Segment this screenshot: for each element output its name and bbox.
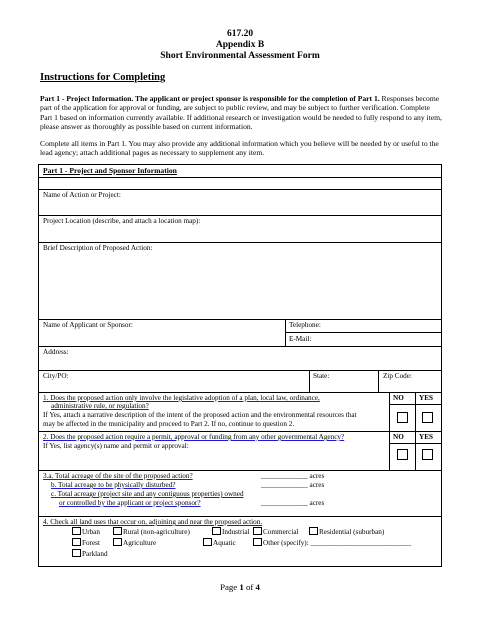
divider xyxy=(285,332,441,333)
question-3c-text: c. Total acreage (project site and any contiguous properties) owned xyxy=(51,490,244,498)
question-2-text: 2. Does the proposed action require a permit, approval or funding from any other governmental Agency? xyxy=(43,433,345,441)
divider xyxy=(39,370,441,371)
name-of-action-label: Name of Action or Project: xyxy=(43,191,121,199)
checkbox-icon[interactable] xyxy=(309,527,318,535)
q2-yes-header: YES xyxy=(419,433,433,441)
form-number: 617.20 xyxy=(226,29,254,39)
part1-text: Responses become part of the application for approval or funding, are subject to public review, and may be subject to further verification. Complete Part 1 based on information currently available. If additional research or investigation would be needed to fully respond to any item, please answer as thoroughly as possible based on current information. xyxy=(40,94,442,132)
brief-description-label: Brief Description of Proposed Action: xyxy=(43,244,153,252)
applicant-name-label: Name of Applicant or Sponsor: xyxy=(43,321,133,329)
divider xyxy=(39,346,441,347)
divider xyxy=(39,431,441,432)
land-use-rural[interactable] xyxy=(113,527,190,536)
land-use-residential[interactable] xyxy=(309,527,384,536)
divider xyxy=(39,392,441,393)
q1-yes-checkbox[interactable] xyxy=(422,412,433,423)
address-label: Address: xyxy=(43,348,69,356)
land-use-aquatic[interactable] xyxy=(203,538,236,547)
page-indicator xyxy=(0,582,480,592)
checkbox-icon[interactable] xyxy=(72,527,81,535)
q1-no-checkbox[interactable] xyxy=(397,412,408,423)
land-use-forest[interactable] xyxy=(72,538,100,547)
question-1-text: 1. Does the proposed action only involve the legislative adoption of a plan, local law, ordinance, xyxy=(43,394,320,402)
page-number: 1 xyxy=(239,582,244,592)
land-use-other[interactable] xyxy=(253,538,411,547)
checkbox-icon[interactable] xyxy=(113,527,122,535)
land-use-label: Agriculture xyxy=(123,539,157,547)
acres-a-field[interactable]: _____________ acres xyxy=(261,472,325,480)
checkbox-icon[interactable] xyxy=(113,538,122,546)
land-use-label: Industrial xyxy=(222,528,250,536)
divider xyxy=(378,370,379,392)
divider xyxy=(285,319,286,346)
land-use-industrial[interactable] xyxy=(212,527,250,536)
instructions-title: Instructions for Completing xyxy=(40,72,166,83)
appendix-label: Appendix B xyxy=(215,40,265,50)
q2-yes-checkbox[interactable] xyxy=(422,449,433,460)
divider xyxy=(39,319,441,320)
email-label: E-Mail: xyxy=(289,335,312,343)
city-label: City/PO: xyxy=(43,372,69,380)
divider xyxy=(39,516,441,517)
q2-no-header: NO xyxy=(393,433,404,441)
divider xyxy=(39,215,441,216)
page-total: 4 xyxy=(255,582,260,592)
q2-no-checkbox[interactable] xyxy=(397,449,408,460)
state-label: State: xyxy=(313,372,330,380)
checkbox-icon[interactable] xyxy=(253,538,262,546)
page-prefix: Page xyxy=(220,582,240,592)
divider xyxy=(389,392,390,470)
divider xyxy=(39,189,441,190)
page-of: of xyxy=(243,582,256,592)
divider xyxy=(39,470,441,471)
checkbox-icon[interactable] xyxy=(72,549,81,557)
checkbox-icon[interactable] xyxy=(203,538,212,546)
land-use-label: Forest xyxy=(82,539,100,547)
question-1-text-cont: administrative rule, or regulation? xyxy=(51,402,149,410)
form-title: Short Environmental Assessment Form xyxy=(160,51,320,61)
land-use-label: Commercial xyxy=(263,528,299,536)
telephone-label: Telephone: xyxy=(289,321,321,329)
acres-c-field[interactable]: _____________ acres xyxy=(261,499,325,507)
land-use-label: Aquatic xyxy=(213,539,236,547)
checkbox-icon[interactable] xyxy=(253,527,262,535)
divider xyxy=(309,370,310,392)
question-1-instruction-cont: may be affected in the municipality and proceed to Part 2. If no, continue to question 2. xyxy=(43,420,295,428)
land-use-label: Parkland xyxy=(82,550,108,558)
land-use-urban[interactable] xyxy=(72,527,100,536)
project-location-label: Project Location (describe, and attach a location map): xyxy=(43,217,201,225)
part1-lead: Part 1 - Project Information. The applicant or project sponsor is responsible for the completion of Part 1. xyxy=(40,94,380,103)
land-use-label: Other (specify): ____________________________ xyxy=(263,539,412,547)
question-2-instruction: If Yes, list agency(s) name and permit or approval: xyxy=(43,442,189,450)
question-4-text: 4. Check all land uses that occur on, adjoining and near the proposed action. xyxy=(43,518,263,526)
acres-b-field[interactable]: _____________ acres xyxy=(261,481,325,489)
land-use-commercial[interactable] xyxy=(253,527,299,536)
question-3a-text: 3.a. Total acreage of the site of the proposed action? xyxy=(43,472,193,480)
checkbox-icon[interactable] xyxy=(212,527,221,535)
divider xyxy=(415,392,416,470)
section-title: Part 1 - Project and Sponsor Information xyxy=(43,166,177,175)
land-use-agriculture[interactable] xyxy=(113,538,156,547)
land-use-label: Urban xyxy=(82,528,100,536)
checkbox-icon[interactable] xyxy=(72,538,81,546)
q1-no-header: NO xyxy=(393,394,404,402)
question-3c-text-cont: or controlled by the applicant or project sponsor? xyxy=(59,499,201,507)
land-use-label: Residential (suburban) xyxy=(319,528,385,536)
land-use-label: Rural (non-agriculture) xyxy=(123,528,190,536)
instructions-part1-paragraph-2: Complete all items in Part 1. You may also provide any additional information which you believe will be needed by or useful to the lead agency; attach additional pages as necessary to supplement any item. xyxy=(40,139,439,158)
land-use-parkland[interactable] xyxy=(72,549,108,558)
question-3b-text: b. Total acreage to be physically disturbed? xyxy=(51,481,176,489)
question-1-instruction: If Yes, attach a narrative description of the intent of the proposed action and the environmental resources that xyxy=(43,411,357,419)
instructions-part1-paragraph xyxy=(40,94,443,132)
divider xyxy=(39,242,441,243)
q1-yes-header: YES xyxy=(419,394,433,402)
zip-label: Zip Code: xyxy=(383,372,412,380)
divider xyxy=(39,177,441,178)
project-sponsor-form xyxy=(38,164,442,567)
